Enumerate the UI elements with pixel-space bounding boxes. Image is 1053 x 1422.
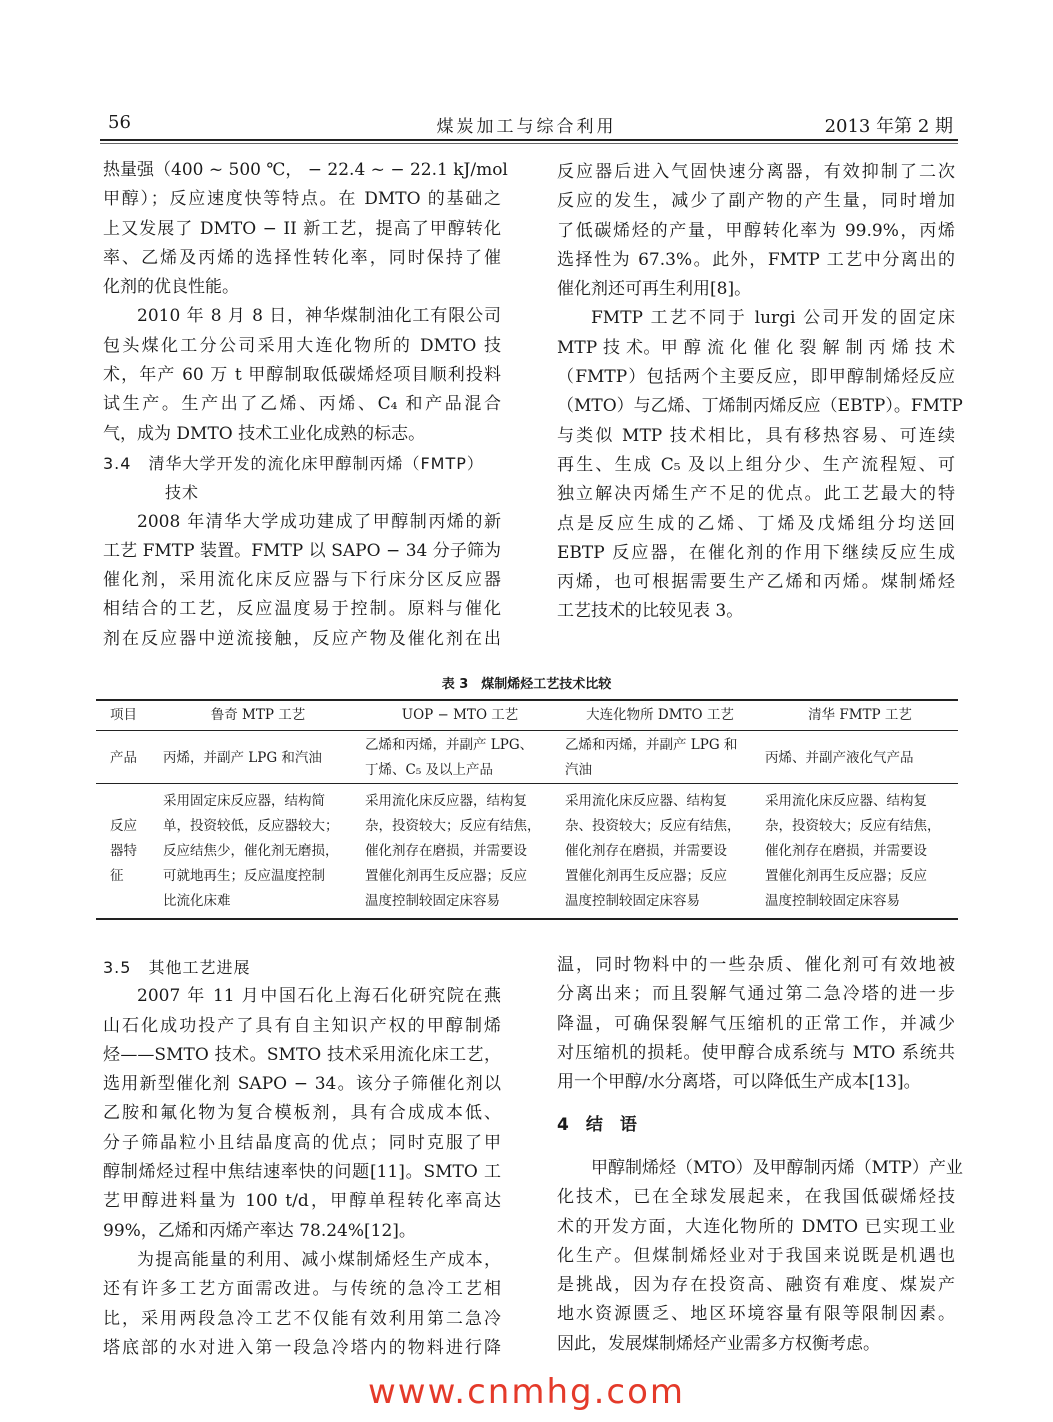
cell-line: 可就地再生；反应温度控制 [163, 868, 325, 884]
table-row-rule [96, 783, 958, 784]
table-header-cell: 鲁奇 MTP 工艺 [210, 707, 306, 723]
table-row-label [110, 746, 137, 771]
cell-line: 丁烯、C₅ 及以上产品 [365, 762, 494, 778]
table-cell [565, 733, 737, 783]
table-header-cell: 项目 [110, 707, 137, 723]
text-line: 了低碳烯烃的产量，甲醇转化率为 99.9%，丙烯 [557, 220, 955, 241]
header-rule [100, 139, 958, 141]
text-line: 艺甲醇进料量为 100 t/d，甲醇单程转化率高达 [103, 1191, 501, 1212]
text-line: 99%，乙烯和丙烯产率达 78.24%[12]。 [103, 1220, 416, 1241]
text-line: 因此，发展煤制烯烃产业需多方权衡考虑。 [557, 1333, 880, 1354]
cell-line: 比流化床难 [163, 893, 231, 909]
table-cell [365, 789, 541, 914]
text-line: 甲醇）；反应速度快等特点。在 DMTO 的基础之 [103, 189, 501, 210]
text-line: 降温，可确保裂解气压缩机的正常工作，并减少 [557, 1013, 955, 1034]
text-line: 用一个甲醇/水分离塔，可以降低生产成本[13]。 [557, 1072, 921, 1093]
text-line: 试生产。生产出了乙烯、丙烯、C₄ 和产品混合 [103, 394, 501, 415]
cell-line: 采用流化床反应器，结构复 [365, 793, 527, 809]
text-line: 乙胺和氟化物为复合模板剂，具有合成成本低、 [103, 1103, 501, 1124]
cell-line: 产品 [110, 749, 137, 766]
cell-line: 反应结焦少，催化剂无磨损， [163, 843, 339, 859]
cell-line: 催化剂存在磨损，并需要设 [565, 843, 727, 859]
cell-line: 乙烯和丙烯，并副产 LPG、 [365, 737, 534, 753]
text-line: 气，成为 DMTO 技术工业化成熟的标志。 [103, 423, 426, 444]
cell-line: 器特 [110, 842, 137, 859]
cell-line: 丙烯、并副产液化气产品 [765, 749, 914, 766]
text-line: 烃——SMTO 技术。SMTO 技术采用流化床工艺， [103, 1044, 501, 1065]
cell-line: 催化剂存在磨损，并需要设 [765, 843, 927, 859]
cell-line: 温度控制较固定床容易 [765, 893, 900, 909]
cell-line: 杂，投资较大；反应有结焦， [765, 818, 941, 834]
cell-line: 征 [110, 867, 124, 884]
text-line: EBTP 反应器，在催化剂的作用下继续反应生成 [557, 542, 955, 563]
cell-line: 汽油 [565, 762, 592, 778]
text-line: 醇制烯烃过程中焦结速率快的问题[11]。SMTO 工 [103, 1162, 501, 1183]
header-rule-thin [100, 143, 958, 144]
cell-line: 温度控制较固定床容易 [365, 893, 500, 909]
text-line: 点是反应生成的乙烯、丁烯及戊烯组分均送回 [557, 513, 955, 534]
text-line: 独立解决丙烯生产不足的优点。此工艺最大的特 [557, 484, 955, 505]
text-line: 率、乙烯及丙烯的选择性转化率，同时保持了催 [103, 247, 501, 268]
journal-name: 煤炭加工与综合利用 [436, 117, 617, 137]
cell-line: 采用流化床反应器、结构复 [565, 793, 727, 809]
cell-line: 置催化剂再生反应器；反应 [765, 868, 927, 884]
conclusion-heading-block [557, 1111, 955, 1140]
text-line: 化生产。但煤制烯烃业对于我国来说既是机遇也 [557, 1245, 955, 1266]
cell-line: 乙烯和丙烯，并副产 LPG 和 [565, 737, 738, 753]
table-header-cell: 大连化物所 DMTO 工艺 [586, 707, 734, 723]
text-line: 工艺 FMTP 装置。FMTP 以 SAPO − 34 分子筛为 [103, 540, 501, 561]
table-cell [163, 746, 322, 771]
text-line: 丙烯，也可根据需要生产乙烯和丙烯。煤制烯烃 [557, 572, 955, 593]
text-line: 化技术，已在全球发展起来，在我国低碳烯烃技 [557, 1187, 955, 1208]
text-line: FMTP 工艺不同于 lurgi 公司开发的固定床 [591, 308, 955, 329]
table-cell [765, 789, 941, 914]
text-line: 反应的发生，减少了副产物的产生量，同时增加 [557, 191, 955, 212]
cell-line: 采用流化床反应器、结构复 [765, 793, 927, 809]
table-header-rule [96, 730, 958, 731]
text-line: 2008 年清华大学成功建成了甲醇制丙烯的新 [137, 511, 501, 532]
table-top-rule [96, 699, 958, 701]
text-line: 选择性为 67.3%。此外，FMTP 工艺中分离出的 [557, 249, 955, 270]
text-line: 相结合的工艺，反应温度易于控制。原料与催化 [103, 599, 501, 620]
text-line: 上又发展了 DMTO − II 新工艺，提高了甲醇转化 [103, 218, 501, 239]
text-line: 地水资源匮乏、地区环境容量有限等限制因素。 [557, 1304, 955, 1325]
text-line: 反应器后进入气固快速分离器，有效抑制了二次 [557, 162, 955, 182]
text-line: 甲醇制烯烃（MTO）及甲醇制丙烯（MTP）产业 [591, 1158, 963, 1178]
table-bottom-rule [96, 918, 958, 920]
text-line: 工艺技术的比较见表 3。 [557, 601, 744, 622]
section-heading: 4 结 语 [557, 1115, 637, 1135]
cell-line: 丙烯，并副产 LPG 和汽油 [163, 749, 322, 766]
text-line: 还有许多工艺方面需改进。与传统的急冷工艺相 [103, 1279, 501, 1300]
text-line: 温，同时物料中的一些杂质、催化剂可有效地被 [557, 955, 955, 975]
text-line: 术，年产 60 万 t 甲醇制取低碳烯烃项目顺利投料 [103, 365, 501, 386]
section-heading: 技术 [165, 483, 200, 503]
section-heading: 3.5 其他工艺进展 [103, 958, 251, 977]
text-line: 术的开发方面，大连化物所的 DMTO 已实现工业 [557, 1216, 955, 1237]
text-line: 热量强（400 ~ 500 ℃， − 22.4 ~ − 22.1 kJ/mol [103, 160, 508, 180]
cell-line: 置催化剂再生反应器；反应 [565, 868, 727, 884]
table-cell [365, 733, 533, 783]
cell-line: 催化剂存在磨损，并需要设 [365, 843, 527, 859]
table-header-cell: UOP − MTO 工艺 [401, 707, 519, 723]
text-line: 剂在反应器中逆流接触，反应产物及催化剂在出 [103, 628, 501, 649]
issue-label: 2013 年第 2 期 [824, 116, 953, 137]
left-column-bottom [103, 953, 501, 1363]
text-line: 化剂的优良性能。 [103, 277, 239, 298]
table-row-label [110, 814, 137, 889]
text-line: 是挑战，因为存在投资高、融资有难度、煤炭产 [557, 1275, 955, 1296]
text-line: MTP 技 术。甲 醇 流 化 催 化 裂 解 制 丙 烯 技 术 [557, 337, 955, 358]
text-line: 2010 年 8 月 8 日，神华煤制油化工有限公司 [137, 306, 501, 327]
text-line: （MTO）与乙烯、丁烯制丙烯反应（EBTP）。FMTP [557, 396, 963, 417]
table-header-cell: 清华 FMTP 工艺 [808, 707, 912, 723]
text-line: 为提高能量的利用、减小煤制烯烃生产成本， [137, 1249, 501, 1270]
right-column-bottom [557, 951, 955, 1097]
page-number: 56 [108, 112, 131, 133]
cell-line: 置催化剂再生反应器；反应 [365, 868, 527, 884]
text-line: 山石化成功投产了具有自主知识产权的甲醇制烯 [103, 1015, 501, 1036]
text-line: 比，采用两段急冷工艺不仅能有效利用第二急冷 [103, 1308, 501, 1329]
table-title: 表 3 煤制烯烃工艺技术比较 [441, 677, 612, 692]
cell-line: 反应 [110, 817, 137, 834]
left-column-top [103, 156, 508, 654]
cell-line: 杂，投资较大；反应有结焦， [365, 818, 541, 834]
table-cell [163, 789, 339, 914]
watermark: www.cnmhg.com [367, 1372, 686, 1412]
text-line: 再生、生成 C₅ 及以上组分少、生产流程短、可 [557, 454, 955, 475]
table-cell [565, 789, 741, 914]
text-line: （FMTP）包括两个主要反应，即甲醇制烯烃反应 [557, 367, 955, 388]
right-column-top [557, 158, 963, 627]
text-line: 对压缩机的损耗。使甲醇合成系统与 MTO 系统共 [557, 1042, 955, 1063]
text-line: 塔底部的水对进入第一段急冷塔内的物料进行降 [103, 1337, 501, 1358]
conclusion-paragraph [557, 1154, 963, 1359]
text-line: 催化剂，采用流化床反应器与下行床分区反应器 [103, 570, 501, 591]
table-cell [765, 746, 914, 771]
text-line: 与类似 MTP 技术相比，具有移热容易、可连续 [557, 425, 955, 446]
text-line: 分离出来；而且裂解气通过第二急冷塔的进一步 [557, 984, 955, 1005]
text-line: 选用新型催化剂 SAPO − 34。该分子筛催化剂以 [103, 1074, 501, 1095]
cell-line: 单，投资较低，反应器较大； [163, 818, 339, 834]
text-line: 分子筛晶粒小且结晶度高的优点；同时克服了甲 [103, 1132, 501, 1153]
cell-line: 采用固定床反应器，结构简 [163, 793, 325, 809]
cell-line: 杂、投资较大；反应有结焦， [565, 818, 741, 834]
section-heading: 3.4 清华大学开发的流化床甲醇制丙烯（FMTP） [103, 453, 484, 473]
text-line: 催化剂还可再生利用[8]。 [557, 279, 752, 300]
text-line: 包头煤化工分公司采用大连化物所的 DMTO 技 [103, 335, 501, 356]
cell-line: 温度控制较固定床容易 [565, 893, 700, 909]
text-line: 2007 年 11 月中国石化上海石化研究院在燕 [137, 986, 501, 1007]
